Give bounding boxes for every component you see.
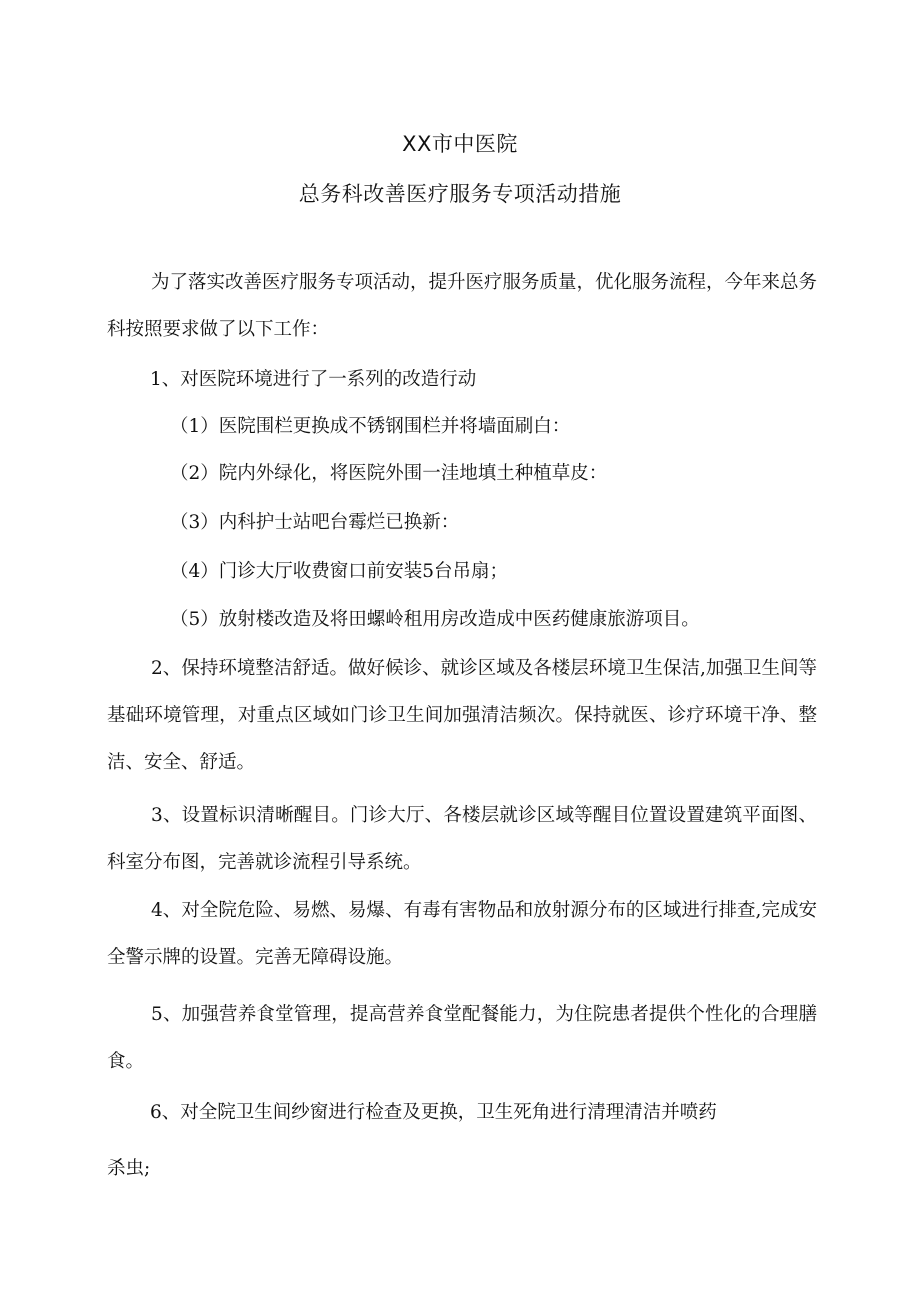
item-1-sub-2: （2）院内外绿化，将医院外围一洼地填土种植草皮： (170, 463, 608, 484)
document-title-hospital: XX市中医院 (402, 132, 518, 156)
item-4-paragraph: 4、对全院危险、易燃、易爆、有毒有害物品和放射源分布的区域进行排查,完成安全警示牌的设置。完善无障碍设施。 (107, 900, 817, 968)
item-1-sub-3: （3）内科护士站吧台霉烂已换新： (170, 512, 460, 533)
item-6-line-2: 杀虫; (107, 1158, 151, 1179)
item-1-sub-5: （5）放射楼改造及将田螺岭租用房改造成中医药健康旅游项目。 (170, 609, 700, 630)
item-5-paragraph: 5、加强营养食堂管理，提高营养食堂配餐能力，为住院患者提供个性化的合理膳食。 (107, 1004, 817, 1072)
item-1-sub-4: （4）门诊大厅收费窗口前安装5台吊扇； (170, 561, 509, 582)
intro-paragraph: 为了落实改善医疗服务专项活动，提升医疗服务质量，优化服务流程，今年来总务科按照要求做了以下工作： (107, 272, 818, 340)
document-title-subject: 总务科改善医疗服务专项活动措施 (298, 182, 622, 206)
item-1-heading: 1、对医院环境进行了一系列的改造行动 (150, 369, 477, 390)
item-6-line-1: 6、对全院卫生间纱窗进行检查及更换，卫生死角进行清理清洁并喷药 (150, 1102, 717, 1123)
item-2-paragraph: 2、保持环境整洁舒适。做好候诊、就诊区域及各楼层环境卫生保洁,加强卫生间等基础环境管理，对重点区域如门诊卫生间加强清洁频次。保持就医、诊疗环境干净、整洁、安全、舒适。 (107, 658, 817, 773)
item-1-sub-1: （1）医院围栏更换成不锈钢围栏并将墙面刷白： (170, 416, 571, 437)
item-3-paragraph: 3、设置标识清晰醒目。门诊大厅、各楼层就诊区域等醒目位置设置建筑平面图、科室分布图，完善就诊流程引导系统。 (107, 805, 817, 873)
